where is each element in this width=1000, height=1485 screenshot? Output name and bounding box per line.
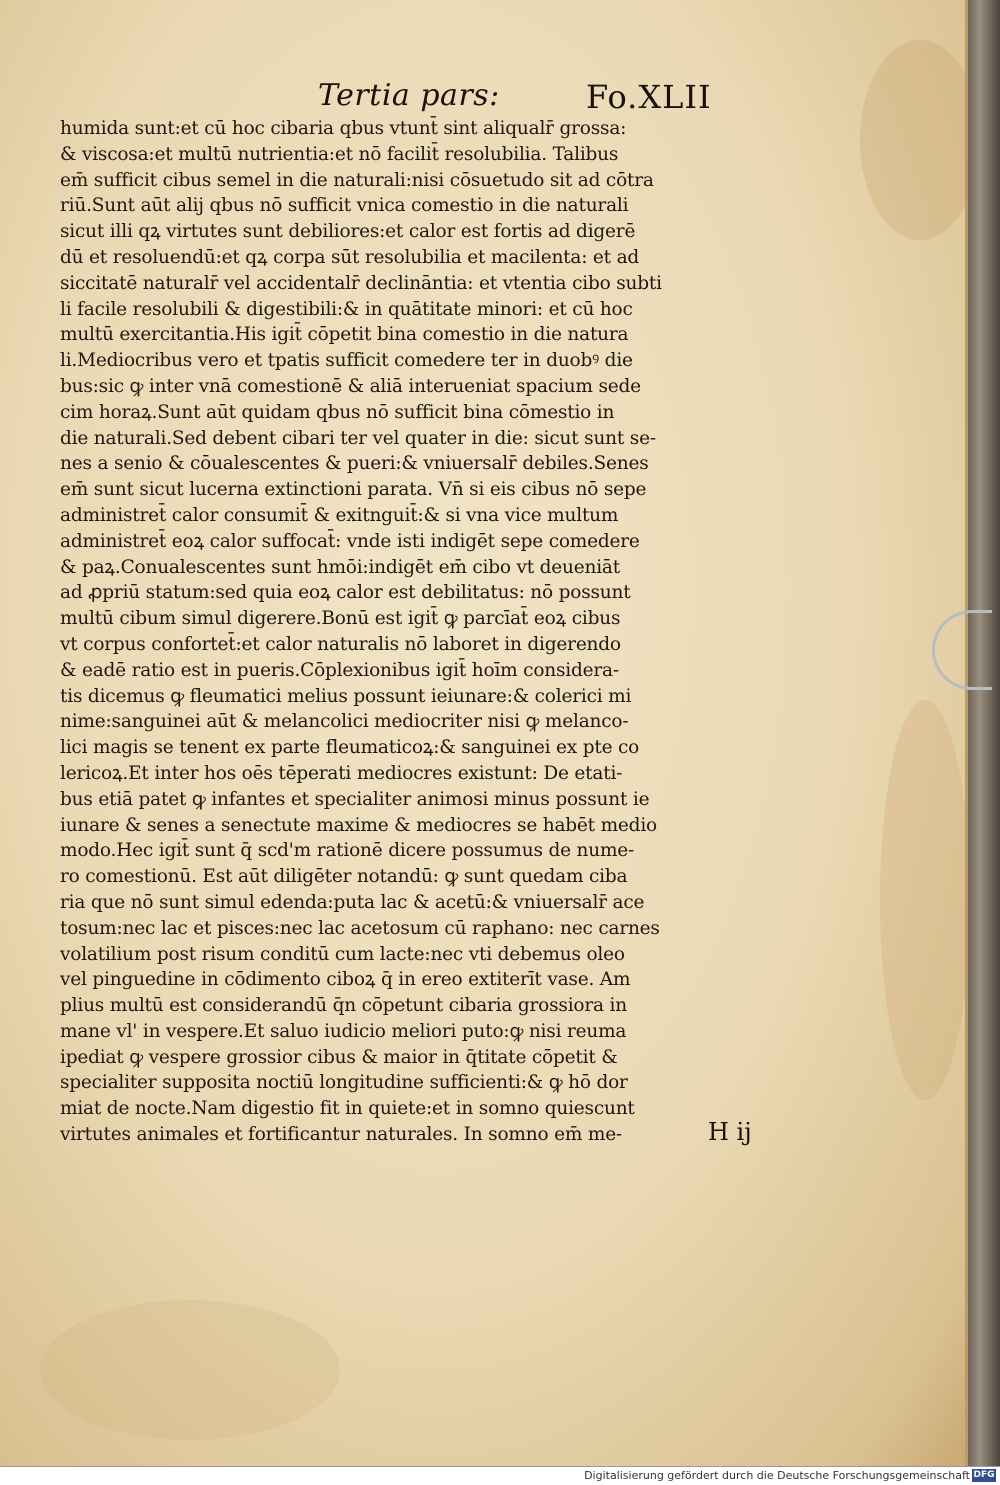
text-block bbox=[60, 116, 700, 1148]
text-line: specialiter supposita noctiū longitudine sufficienti:& ꝙ hō dor bbox=[60, 1072, 628, 1094]
text-line: bus:sic ꝙ inter vnā comestionē & aliā interueniat spacium sede bbox=[60, 375, 641, 397]
paper-stain bbox=[880, 700, 970, 1100]
text-line: mane vl' in vespere.Et saluo iudicio meliori puto:ꝙ nisi reuma bbox=[60, 1020, 627, 1042]
text-line: li facile resolubili & digestibili:& in quātitate minori: et cū hoc bbox=[60, 298, 633, 320]
text-line: bus etiā patet ꝙ infantes et specialiter animosi minus possunt ie bbox=[60, 788, 650, 810]
footer-credit: Digitalisierung gefördert durch die Deutsche Forschungsgemeinschaft bbox=[584, 1469, 970, 1482]
text-line: humida sunt:et cū hoc cibaria qbus vtunt̄ sint aliqualr̄ grossa: bbox=[60, 118, 627, 139]
text-line: tis dicemus ꝙ fleumatici melius possunt ieiunare:& colerici mi bbox=[60, 685, 632, 707]
paper-stain bbox=[40, 1300, 340, 1440]
running-title: Tertia pars: bbox=[318, 78, 500, 113]
text-line: sicut illi qꝝ virtutes sunt debiliores:et calor est fortis ad digerē bbox=[60, 221, 636, 243]
text-line: riū.Sunt aūt alij qbus nō sufficit vnica comestio in die naturali bbox=[60, 195, 629, 217]
text-line: & paꝝ.Conualescentes sunt hmōi:indigēt em̄ cibo vt deueniāt bbox=[60, 556, 620, 578]
text-line: li.Mediocribus vero et tpatis sufficit comedere ter in duobꝰ die bbox=[60, 350, 633, 372]
text-line: administret̄ calor consumit̄ & exitnguit̄:& si vna vice multum bbox=[60, 504, 619, 526]
text-line: administret̄ eoꝝ calor suffocat̄: vnde isti indigēt sepe comedere bbox=[60, 530, 640, 552]
text-line: em̄ sunt sicut lucerna extinctioni parata. Vn̄ si eis cibus nō sepe bbox=[60, 479, 647, 501]
book-edge bbox=[968, 0, 1000, 1484]
text-line: multū exercitantia.His igit̄ cōpetit bina comestio in die natura bbox=[60, 324, 629, 346]
text-line: ipediat ꝙ vespere grossior cibus & maior in q̄titate cōpetit & bbox=[60, 1046, 618, 1068]
dfg-logo: DFG bbox=[973, 1470, 995, 1480]
signature-mark: H ij bbox=[708, 1118, 752, 1146]
text-line: tosum:nec lac et pisces:nec lac acetosum cū raphano: nec carnes bbox=[60, 917, 660, 939]
text-line: nes a senio & cōualescentes & pueri:& vniuersalr̄ debiles.Senes bbox=[60, 453, 649, 475]
text-line: multū cibum simul digerere.Bonū est igit̄ ꝙ parcīat̄ eoꝝ cibus bbox=[60, 608, 621, 630]
text-line: lericoꝝ.Et inter hos oēs tēperati mediocres existunt: De etati- bbox=[60, 762, 623, 784]
text-line: lici magis se tenent ex parte fleumaticoꝝ:& sanguinei ex pte co bbox=[60, 737, 640, 759]
text-line: ro comestionū. Est aūt diligēter notandū: ꝙ sunt quedam ciba bbox=[60, 866, 628, 888]
text-line: siccitatē naturalr̄ vel accidentalr̄ declināntia: et vtentia cibo subti bbox=[60, 272, 662, 294]
text-line: & viscosa:et multū nutrientia:et nō facilit̄ resolubilia. Talibus bbox=[60, 143, 619, 165]
text-line: dū et resoluendū:et qꝝ corpa sūt resolubilia et macilenta: et ad bbox=[60, 246, 640, 268]
text-line: & eadē ratio est in pueris.Cōplexionibus igit̄ hoīm considera- bbox=[60, 659, 619, 681]
text-line: ad ꝓpriū statum:sed quia eoꝝ calor est debilitatus: nō possunt bbox=[60, 582, 631, 604]
text-line: plius multū est considerandū q̄n cōpetunt cibaria grossiora in bbox=[60, 995, 627, 1017]
text-line: nime:sanguinei aūt & melancolici mediocriter nisi ꝙ melanco- bbox=[60, 711, 629, 733]
footer-bar bbox=[0, 1466, 1000, 1485]
text-line: vt corpus confortet̄:et calor naturalis nō laboret in digerendo bbox=[60, 633, 621, 655]
text-line: cim horaꝝ.Sunt aūt quidam qbus nō sufficit bina cōmestio in bbox=[60, 401, 615, 423]
text-line: miat de nocte.Nam digestio fit in quiete:et in somno quiescunt bbox=[60, 1098, 635, 1120]
folio-number: Fo.XLII bbox=[586, 78, 712, 116]
text-line: vel pinguedine in cōdimento ciboꝝ q̄ in ereo extiterīt vase. Am bbox=[60, 969, 631, 991]
paper-stain bbox=[860, 40, 980, 240]
text-line: iunare & senes a senectute maxime & mediocres se habēt medio bbox=[60, 814, 657, 836]
text-line: modo.Hec igit̄ sunt q̄ scd'm rationē dicere possumus de nume- bbox=[60, 840, 635, 862]
text-line: ria que nō sunt simul edenda:puta lac & acetū:& vniuersalr̄ ace bbox=[60, 891, 645, 913]
text-line: volatilium post risum conditū cum lacte:nec vti debemus oleo bbox=[60, 943, 625, 965]
text-line: em̄ sufficit cibus semel in die naturali:nisi cōsuetudo sit ad cōtra bbox=[60, 169, 654, 191]
text-line: virtutes animales et fortificantur naturales. In somno em̄ me- bbox=[60, 1124, 622, 1146]
text-line: die naturali.Sed debent cibari ter vel quater in die: sicut sunt se- bbox=[60, 427, 656, 449]
